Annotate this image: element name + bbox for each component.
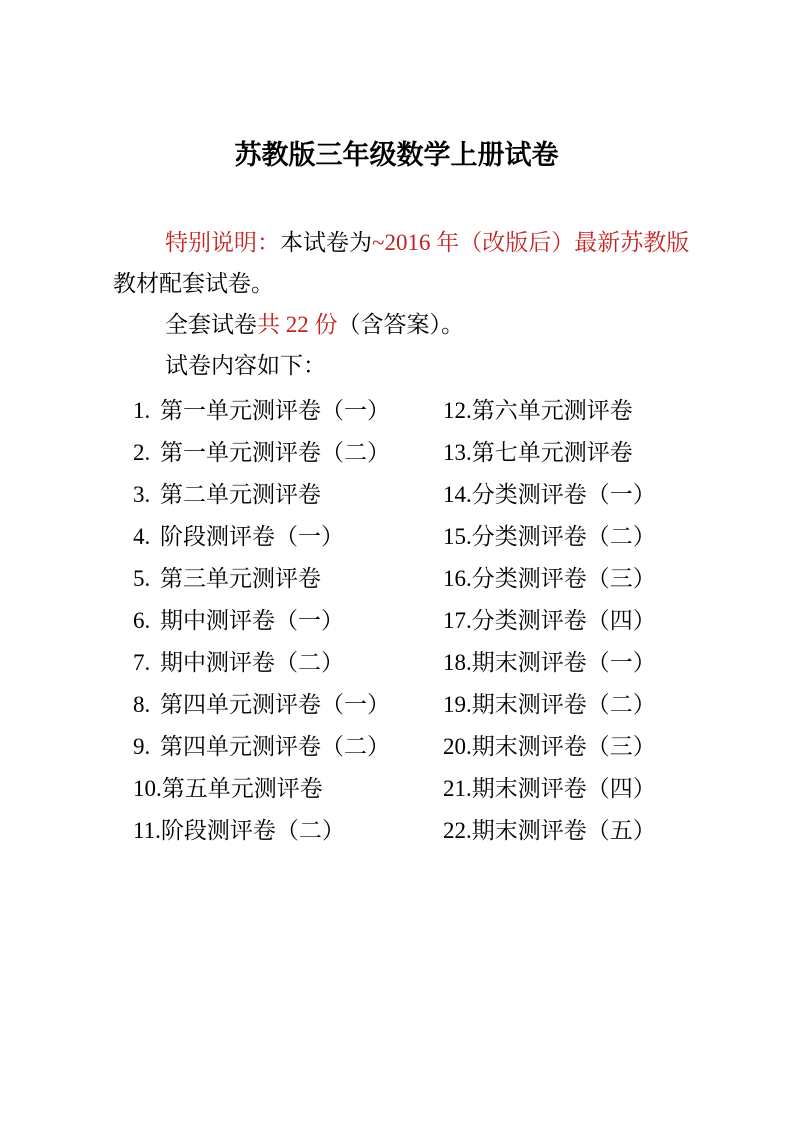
- list-item-number: 4.: [133, 524, 151, 549]
- list-item-label: 第二单元测评卷: [160, 482, 321, 507]
- list-item-label: 分类测评卷（一）: [471, 482, 656, 507]
- list-item: [443, 516, 656, 558]
- list-item-number: 19.: [443, 692, 472, 717]
- list-item-number: 10.: [133, 776, 162, 801]
- list-item-label: 期末测评卷（五）: [471, 818, 656, 843]
- list-item-label: 阶段测评卷（一）: [160, 524, 344, 549]
- list-item-number: 12.: [443, 398, 472, 423]
- list-item-label: 阶段测评卷（二）: [160, 818, 345, 843]
- list-item-number: 2.: [133, 440, 151, 465]
- list-item-number: 8.: [133, 692, 151, 717]
- list-item: [443, 810, 656, 852]
- list-item: [443, 768, 656, 810]
- contents-heading: 试卷内容如下：: [165, 353, 326, 378]
- list-item: [443, 474, 656, 516]
- list-item: [133, 474, 443, 516]
- list-item: [133, 810, 443, 852]
- list-item-label: 期中测评卷（二）: [160, 650, 344, 675]
- list-item: [133, 432, 443, 474]
- list-item-number: 13.: [443, 440, 472, 465]
- list-item-label: 分类测评卷（四）: [471, 608, 656, 633]
- list-item-number: 15.: [443, 524, 472, 549]
- special-note-label: 特别说明：: [165, 230, 280, 255]
- list-item-label: 第七单元测评卷: [471, 440, 633, 465]
- special-note-text-1: 本试卷为: [280, 230, 372, 255]
- set-info-text-2: （含答案）。: [337, 312, 464, 337]
- list-item: [133, 516, 443, 558]
- list-item-number: 16.: [443, 566, 472, 591]
- list-item: [443, 390, 656, 432]
- list-item-label: 第六单元测评卷: [471, 398, 633, 423]
- list-item-number: 18.: [443, 650, 472, 675]
- list-item-number: 17.: [443, 608, 472, 633]
- list-item-number: 6.: [133, 608, 151, 633]
- list-item-label: 期末测评卷（三）: [471, 734, 656, 759]
- set-info-paragraph: [113, 304, 693, 345]
- list-item-number: 3.: [133, 482, 151, 507]
- list-item-number: 22.: [443, 818, 472, 843]
- list-item-label: 第三单元测评卷: [160, 566, 321, 591]
- list-item-label: 期末测评卷（二）: [471, 692, 656, 717]
- list-item-number: 1.: [133, 398, 151, 423]
- list-item-number: 7.: [133, 650, 151, 675]
- list-item: [133, 684, 443, 726]
- list-item-label: 分类测评卷（三）: [471, 566, 656, 591]
- list-item: [443, 684, 656, 726]
- list-item-label: 第四单元测评卷（二）: [160, 734, 390, 759]
- list-item: [443, 432, 656, 474]
- list-item: [443, 600, 656, 642]
- list-item: [443, 642, 656, 684]
- list-item-label: 期中测评卷（一）: [160, 608, 344, 633]
- list-item-number: 14.: [443, 482, 472, 507]
- list-item: [443, 726, 656, 768]
- document-body: [113, 222, 693, 852]
- special-note-text-2: 教材配套试卷。: [113, 271, 274, 296]
- list-item-label: 期末测评卷（四）: [471, 776, 656, 801]
- list-item-number: 9.: [133, 734, 151, 759]
- list-item: [133, 600, 443, 642]
- list-item: [443, 558, 656, 600]
- list-item-number: 20.: [443, 734, 472, 759]
- page-title: 苏教版三年级数学上册试卷: [234, 140, 559, 170]
- set-info-text-1: 全套试卷: [165, 312, 257, 337]
- list-item-number: 21.: [443, 776, 472, 801]
- paper-list-right-column: [443, 390, 656, 852]
- special-note-edition-red: ~2016 年（改版后）最新苏教版: [372, 230, 690, 255]
- list-item: [133, 768, 443, 810]
- list-item-label: 分类测评卷（二）: [471, 524, 656, 549]
- list-item-label: 期末测评卷（一）: [471, 650, 656, 675]
- list-item: [133, 642, 443, 684]
- list-item-number: 5.: [133, 566, 151, 591]
- paper-list-columns: [113, 390, 693, 852]
- list-item: [133, 726, 443, 768]
- list-item: [133, 390, 443, 432]
- list-item: [133, 558, 443, 600]
- list-item-label: 第四单元测评卷（一）: [160, 692, 390, 717]
- paper-list-left-column: [113, 390, 443, 852]
- list-item-number: 11.: [133, 818, 161, 843]
- list-item-label: 第一单元测评卷（二）: [160, 440, 390, 465]
- list-item-label: 第一单元测评卷（一）: [160, 398, 390, 423]
- set-info-count-red: 共 22 份: [257, 312, 338, 337]
- list-item-label: 第五单元测评卷: [161, 776, 323, 801]
- special-note-paragraph: [113, 222, 693, 304]
